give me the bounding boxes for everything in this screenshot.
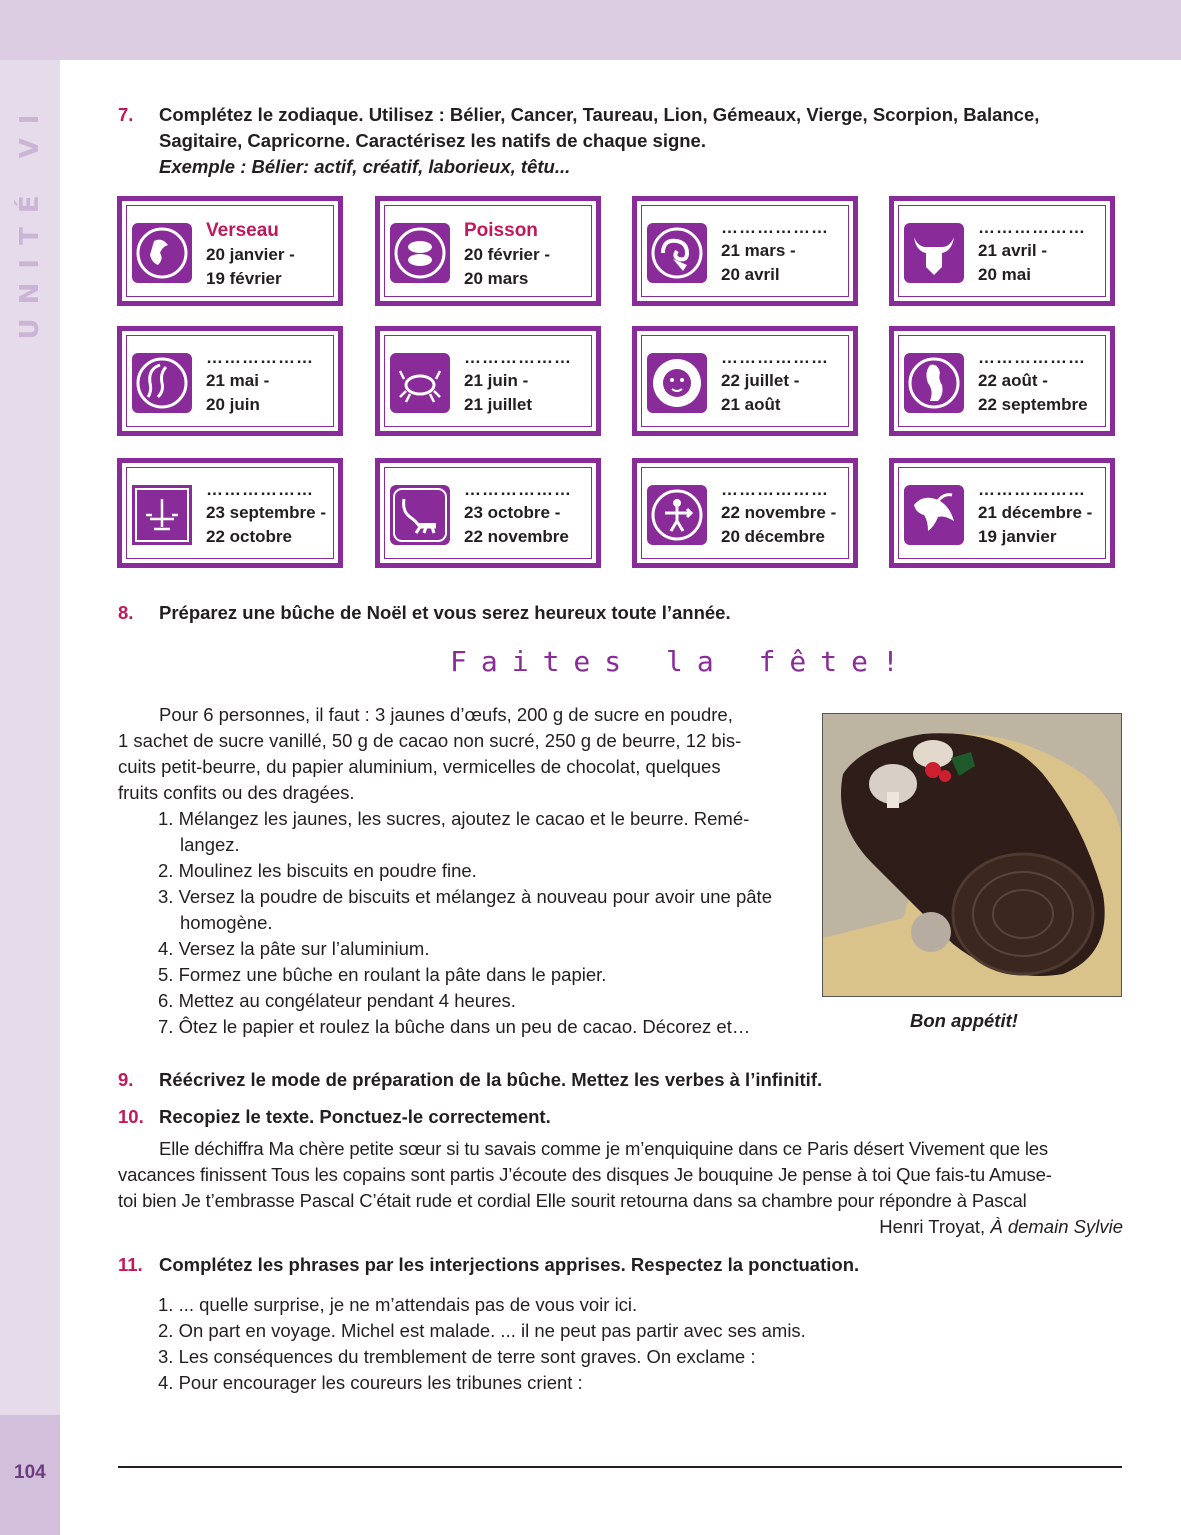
zodiac-blank: ……………… <box>978 480 1086 499</box>
citation-author: Henri Troyat, <box>879 1216 986 1237</box>
exercise-number: 11. <box>118 1254 143 1275</box>
photo-caption: Bon appétit! <box>910 1010 1018 1031</box>
zodiac-card <box>375 458 601 568</box>
zodiac-date-start: 22 novembre - <box>721 503 837 522</box>
zodiac-date-start: 21 avril - <box>978 241 1047 260</box>
gemini-icon <box>132 353 192 413</box>
exercise-item: 3. Les conséquences du tremblement de terre sont graves. On exclame : <box>158 1346 756 1367</box>
zodiac-date-end: 19 février <box>206 269 282 288</box>
zodiac-date-end: 22 octobre <box>206 527 292 546</box>
exercise-number: 10. <box>118 1106 144 1127</box>
zodiac-card <box>117 326 343 436</box>
zodiac-date-end: 22 novembre <box>464 527 569 546</box>
exercise-number: 9. <box>118 1069 134 1090</box>
exercise-10 <box>118 1104 1122 1132</box>
zodiac-date-end: 20 avril <box>721 265 780 284</box>
aries-icon <box>647 223 707 283</box>
recipe-step: 4. Versez la pâte sur l’aluminium. <box>158 938 430 959</box>
exercise-number: 8. <box>118 602 134 623</box>
buche-photo <box>822 713 1122 997</box>
taurus-icon <box>904 223 964 283</box>
recipe-step: 5. Formez une bûche en roulant la pâte dans le papier. <box>158 964 607 985</box>
zodiac-date-start: 22 juillet - <box>721 371 800 390</box>
zodiac-date-end: 21 août <box>721 395 781 414</box>
recipe-intro-line: cuits petit-beurre, du papier aluminium, vermicelles de chocolat, quelques <box>118 756 721 777</box>
exercise-10-passage <box>118 1136 1124 1214</box>
exercise-9 <box>118 1067 1122 1095</box>
zodiac-date-end: 20 juin <box>206 395 260 414</box>
zodiac-date-start: 23 octobre - <box>464 503 561 522</box>
zodiac-blank: ……………… <box>464 348 572 367</box>
passage-line: Elle déchiffra Ma chère petite sœur si tu savais comme je m’enquiquine dans ce Paris désert Vivement que les <box>159 1138 1049 1159</box>
zodiac-date-start: 21 mars - <box>721 241 796 260</box>
zodiac-card <box>117 196 343 306</box>
recipe-step: 3. Versez la poudre de biscuits et mélangez à nouveau pour avoir une pâte homogène. <box>158 886 772 933</box>
zodiac-blank: ……………… <box>721 348 829 367</box>
recipe-intro-line: Pour 6 personnes, il faut : 3 jaunes d’œufs, 200 g de sucre en poudre, <box>159 704 733 725</box>
footer-rule <box>118 1466 1122 1468</box>
zodiac-blank: ……………… <box>721 218 829 237</box>
zodiac-blank: ……………… <box>721 480 829 499</box>
recipe-step: 2. Moulinez les biscuits en poudre fine. <box>158 860 477 881</box>
scorpio-icon <box>390 485 450 545</box>
exercise-7-line2: Sagitaire, Capricorne. Caractérisez les natifs de chaque signe. <box>159 130 706 151</box>
passage-line: toi bien Je t’embrasse Pascal C’était rude et cordial Elle sourit retourna dans sa chambre pour répondre à Pascal <box>118 1190 1027 1211</box>
recipe-steps <box>158 806 808 1040</box>
zodiac-card <box>889 458 1115 568</box>
sagittarius-icon <box>647 485 707 545</box>
zodiac-blank: ……………… <box>206 348 314 367</box>
citation-work: À demain Sylvie <box>990 1216 1123 1237</box>
exercise-7-example: Exemple : Bélier: actif, créatif, laborieux, têtu... <box>159 156 571 177</box>
recipe-step: 1. Mélangez les jaunes, les sucres, ajoutez le cacao et le beurre. Remé-langez. <box>158 808 750 855</box>
recipe-intro <box>118 702 808 806</box>
exercise-7-line1: Complétez le zodiaque. Utilisez : Bélier, Cancer, Taureau, Lion, Gémeaux, Vierge, Scorpion, Balance, <box>159 104 1040 125</box>
zodiac-date-start: 20 janvier - <box>206 245 295 264</box>
zodiac-card <box>375 196 601 306</box>
exercise-11 <box>118 1252 1122 1280</box>
pisces-icon <box>390 223 450 283</box>
zodiac-date-end: 20 mars <box>464 269 529 288</box>
aquarius-icon <box>132 223 192 283</box>
zodiac-date-start: 21 juin - <box>464 371 529 390</box>
zodiac-date-end: 22 septembre <box>978 395 1088 414</box>
exercise-item: 2. On part en voyage. Michel est malade. ... il ne peut pas partir avec ses amis. <box>158 1320 806 1341</box>
zodiac-card <box>375 326 601 436</box>
exercise-item: 1. ... quelle surprise, je ne m’attendais pas de vous voir ici. <box>158 1294 638 1315</box>
citation <box>879 1216 1123 1238</box>
zodiac-date-start: 22 août - <box>978 371 1048 390</box>
zodiac-card <box>632 458 858 568</box>
zodiac-date-end: 21 juillet <box>464 395 533 414</box>
zodiac-date-end: 20 mai <box>978 265 1031 284</box>
zodiac-date-start: 23 septembre - <box>206 503 326 522</box>
top-banner <box>0 0 1181 60</box>
recipe-step: 7. Ôtez le papier et roulez la bûche dans un peu de cacao. Décorez et… <box>158 1016 751 1037</box>
libra-icon <box>132 485 192 545</box>
exercise-10-text: Recopiez le texte. Ponctuez-le correctement. <box>159 1106 551 1127</box>
exercise-8 <box>118 600 1122 628</box>
exercise-item: 4. Pour encourager les coureurs les tribunes crient : <box>158 1372 583 1393</box>
virgo-icon <box>904 353 964 413</box>
page-number: 104 <box>14 1462 46 1483</box>
capricorn-icon <box>904 485 964 545</box>
zodiac-card <box>632 196 858 306</box>
recipe-title: Faites la fête! <box>450 645 913 678</box>
exercise-7 <box>118 102 1122 182</box>
exercise-9-text: Réécrivez le mode de préparation de la bûche. Mettez les verbes à l’infinitif. <box>159 1069 823 1090</box>
exercise-number: 7. <box>118 104 134 125</box>
zodiac-name: Verseau <box>206 220 279 241</box>
zodiac-blank: ……………… <box>206 480 314 499</box>
zodiac-date-end: 20 décembre <box>721 527 825 546</box>
leo-icon <box>647 353 707 413</box>
zodiac-date-start: 21 mai - <box>206 371 270 390</box>
zodiac-date-start: 21 décembre - <box>978 503 1093 522</box>
unit-label: UNITÉ VI <box>15 100 45 340</box>
exercise-11-text: Complétez les phrases par les interjections apprises. Respectez la ponctuation. <box>159 1254 860 1275</box>
exercise-11-items <box>158 1292 1058 1396</box>
zodiac-card <box>889 326 1115 436</box>
recipe-intro-line: fruits confits ou des dragées. <box>118 782 355 803</box>
zodiac-date-end: 19 janvier <box>978 527 1057 546</box>
cancer-icon <box>390 353 450 413</box>
recipe-intro-line: 1 sachet de sucre vanillé, 50 g de cacao non sucré, 250 g de beurre, 12 bis- <box>118 730 742 751</box>
zodiac-card <box>632 326 858 436</box>
passage-line: vacances finissent Tous les copains sont partis J’écoute des disques Je bouquine Je pense à toi Que fais-tu Amuse- <box>118 1164 1052 1185</box>
zodiac-blank: ……………… <box>464 480 572 499</box>
zodiac-name: Poisson <box>464 220 538 241</box>
zodiac-card <box>117 458 343 568</box>
zodiac-date-start: 20 février - <box>464 245 550 264</box>
zodiac-blank: ……………… <box>978 348 1086 367</box>
zodiac-blank: ……………… <box>978 218 1086 237</box>
exercise-8-text: Préparez une bûche de Noël et vous serez heureux toute l’année. <box>159 602 731 623</box>
recipe-step: 6. Mettez au congélateur pendant 4 heures. <box>158 990 516 1011</box>
zodiac-card <box>889 196 1115 306</box>
